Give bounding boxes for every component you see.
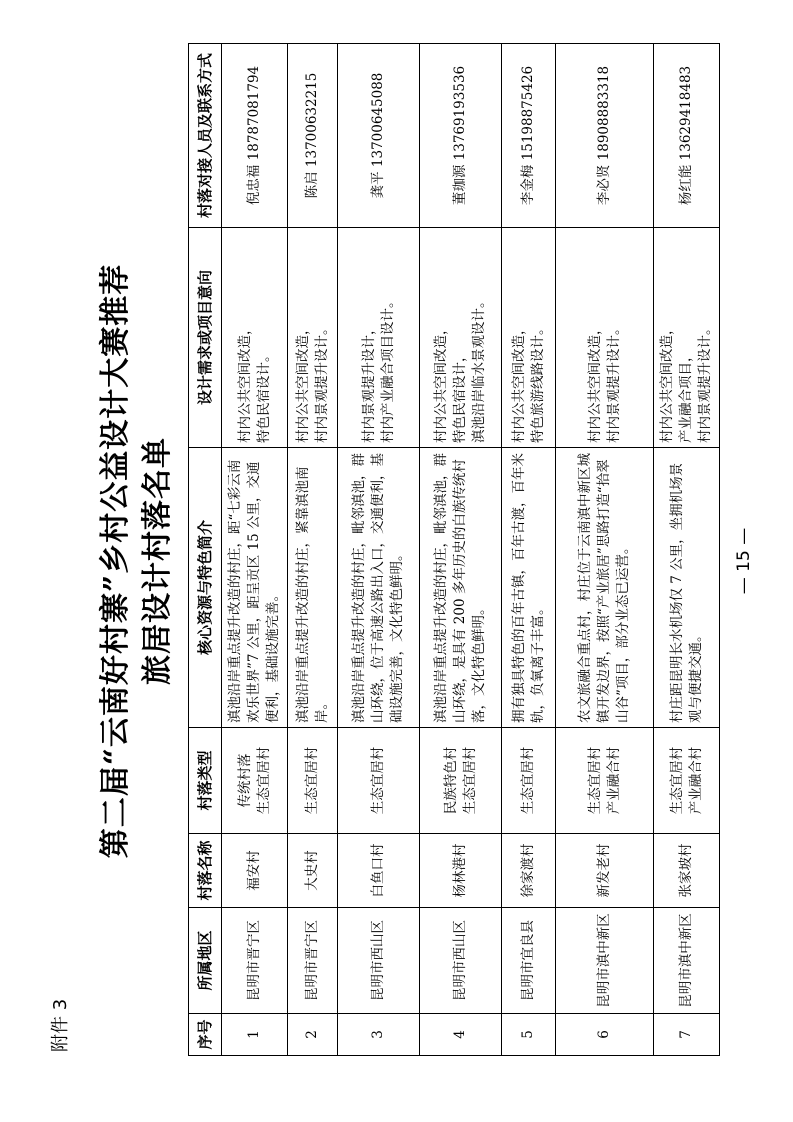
table-row xyxy=(420,44,502,1056)
header-region: 所属地区 xyxy=(189,908,222,1014)
cell-region: 昆明市西山区 xyxy=(420,908,502,1014)
cell-intro: 滇池沿岸重点提升改造的村庄，毗邻滇池，群山环绕，是具有 200 多年历史的白族传统村落，文化特色鲜明。 xyxy=(420,448,502,728)
header-contact: 村落对接人员及联系方式 xyxy=(189,44,222,228)
page-title: 第二届“云南好村寨”乡村公益设计大赛推荐 xyxy=(98,263,133,859)
cell-type: 生态宜居村 产业融合村 xyxy=(556,728,654,834)
cell-contact: 董珈源 13769193536 xyxy=(420,44,502,228)
cell-no: 6 xyxy=(556,1014,654,1056)
cell-needs: 村内景观提升设计， 村内产业融合项目设计。 xyxy=(338,228,420,448)
page-number: — 15 — xyxy=(734,527,754,595)
village-table xyxy=(188,43,720,1056)
cell-village: 杨林港村 xyxy=(420,834,502,908)
cell-intro: 滇池沿岸重点提升改造的村庄，紧靠滇池南岸。 xyxy=(288,448,338,728)
cell-intro: 滇池沿岸重点提升改造的村庄，毗邻滇池，群山环绕，位于高速公路出入口，交通便利，基础设施完善，文化特色鲜明。 xyxy=(338,448,420,728)
cell-intro: 农文旅融合重点村，村庄位于云南滇中新区城镇开发边界，按照“产业旅居”思路打造“拾翠山谷”项目，部分业态已运营。 xyxy=(556,448,654,728)
table-row xyxy=(222,44,288,1056)
cell-contact: 李必贤 18908883318 xyxy=(556,44,654,228)
cell-intro: 拥有独具特色的百年古镇，百年古渡，百年米轨，负氧离子丰富。 xyxy=(502,448,556,728)
table-row xyxy=(502,44,556,1056)
cell-needs: 村内公共空间改造， 特色民宿设计， 滇池沿岸临水景观设计。 xyxy=(420,228,502,448)
cell-intro: 滇池沿岸重点提升改造的村庄，距“七彩云南欢乐世界”7 公里，距呈贡区 15 公里，交通便利，基础设施完善。 xyxy=(222,448,288,728)
attachment-label: 附件 3 xyxy=(50,998,71,1052)
cell-type: 传统村落 生态宜居村 xyxy=(222,728,288,834)
header-intro: 核心资源与特色简介 xyxy=(189,448,222,728)
cell-no: 4 xyxy=(420,1014,502,1056)
cell-region: 昆明市西山区 xyxy=(338,908,420,1014)
cell-village: 福安村 xyxy=(222,834,288,908)
cell-no: 3 xyxy=(338,1014,420,1056)
cell-region: 昆明市滇中新区 xyxy=(556,908,654,1014)
cell-type: 生态宜居村 xyxy=(338,728,420,834)
cell-village: 新发老村 xyxy=(556,834,654,908)
cell-village: 大史村 xyxy=(288,834,338,908)
cell-contact: 龚平 13700645088 xyxy=(338,44,420,228)
cell-needs: 村内公共空间改造， 村内景观提升设计。 xyxy=(288,228,338,448)
cell-contact: 陈启 13700632215 xyxy=(288,44,338,228)
cell-needs: 村内公共空间改造， 特色民宿设计。 xyxy=(222,228,288,448)
cell-type: 生态宜居村 产业融合村 xyxy=(654,728,720,834)
cell-needs: 村内公共空间改造， 村内景观提升设计。 xyxy=(556,228,654,448)
cell-contact: 杨红能 13629418483 xyxy=(654,44,720,228)
table-row xyxy=(288,44,338,1056)
header-needs: 设计需求或项目意向 xyxy=(189,228,222,448)
table-row xyxy=(338,44,420,1056)
cell-needs: 村内公共空间改造， 产业融合项目， 村内景观提升设计。 xyxy=(654,228,720,448)
table-row xyxy=(556,44,654,1056)
cell-needs: 村内公共空间改造， 特色旅游线路设计。 xyxy=(502,228,556,448)
header-village: 村落名称 xyxy=(189,834,222,908)
cell-no: 1 xyxy=(222,1014,288,1056)
cell-contact: 倪忠福 18787081794 xyxy=(222,44,288,228)
cell-type: 民族特色村 生态宜居村 xyxy=(420,728,502,834)
header-type: 村落类型 xyxy=(189,728,222,834)
cell-no: 7 xyxy=(654,1014,720,1056)
header-no: 序号 xyxy=(189,1014,222,1056)
table-header-row xyxy=(189,44,222,1056)
cell-village: 徐家渡村 xyxy=(502,834,556,908)
cell-region: 昆明市宜良县 xyxy=(502,908,556,1014)
cell-region: 昆明市滇中新区 xyxy=(654,908,720,1014)
cell-region: 昆明市晋宁区 xyxy=(288,908,338,1014)
cell-type: 生态宜居村 xyxy=(288,728,338,834)
cell-no: 5 xyxy=(502,1014,556,1056)
cell-village: 张家坡村 xyxy=(654,834,720,908)
page-subtitle: 旅居设计村落名单 xyxy=(140,437,175,685)
table-row xyxy=(654,44,720,1056)
cell-region: 昆明市晋宁区 xyxy=(222,908,288,1014)
cell-contact: 李金梅 15198875426 xyxy=(502,44,556,228)
cell-no: 2 xyxy=(288,1014,338,1056)
cell-type: 生态宜居村 xyxy=(502,728,556,834)
cell-intro: 村庄距昆明长水机场仅 7 公里，坐拥机场景观与便捷交通。 xyxy=(654,448,720,728)
cell-village: 白鱼口村 xyxy=(338,834,420,908)
